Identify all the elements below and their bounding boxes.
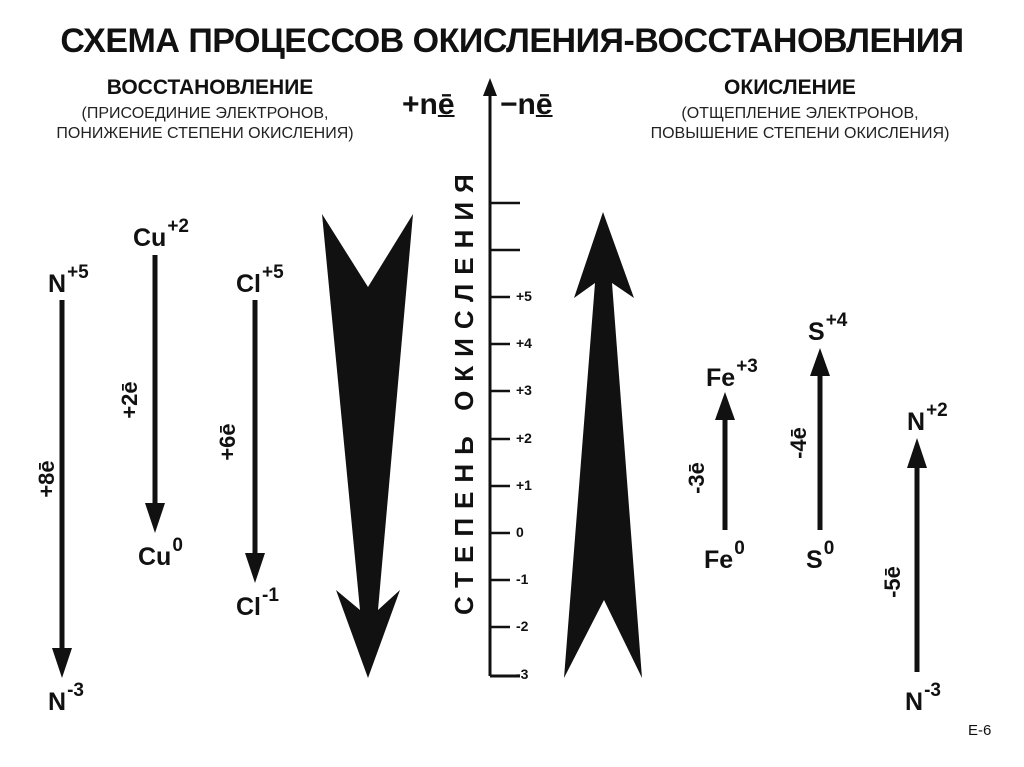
n-reduction-electrons: +8ē [34,460,59,498]
n-ox-from-el: N [905,688,924,716]
cu-zero-label [138,535,183,572]
cu-to-ox: 0 [172,535,183,556]
diagram-title: СХЕМА ПРОЦЕССОВ ОКИСЛЕНИЯ-ВОССТАНОВЛЕНИЯ [60,22,964,60]
oxidation-heading: ОКИСЛЕНИЕ [724,76,856,99]
axis-tick-label: 0 [516,524,524,540]
cu-electrons: +2ē [117,381,142,419]
n-reduction-arrowhead [52,648,72,678]
gain-sign: +n [402,88,438,121]
s-zero-label [806,538,835,575]
axis-arrowhead [483,78,497,96]
n-red-from-ox: +5 [67,262,89,283]
s-arrowhead [810,348,830,376]
big-reduction-arrow [322,214,413,678]
fe-from-el: Fe [704,546,734,574]
s-from-ox: 0 [823,538,835,559]
n-oxidation-arrowhead [907,438,927,468]
axis-tick-label: +3 [516,382,532,398]
cu-from-el: Cu [133,224,167,252]
loss-sign: −n [500,88,536,121]
s-to-ox: +4 [825,310,848,331]
n-plus5-label [48,262,89,299]
reduction-desc-line2: ПОНИЖЕНИЕ СТЕПЕНИ ОКИСЛЕНИЯ) [56,125,354,142]
reduction-desc-line1: (ПРИСОЕДИНИЕ ЭЛЕКТРОНОВ, [81,105,329,122]
cu-to-el: Cu [138,543,172,571]
cl-to-ox: -1 [262,585,279,606]
n-red-to-ox: -3 [67,680,84,701]
axis-tick-label: -1 [516,571,529,587]
slide-code: Е-6 [968,722,992,739]
n-red-to-el: N [48,688,67,716]
fe-to-ox: +3 [736,356,758,377]
cl-from-ox: +5 [262,262,284,283]
n-red-from-el: N [48,270,67,298]
s-from-el: S [806,546,823,574]
n-ox-to-el: N [907,408,926,436]
fe-to-el: Fe [706,364,736,392]
cl-to-el: Cl [236,593,261,621]
gain-e: ē [437,88,455,121]
axis-tick-label: +4 [516,335,532,351]
fe-plus3-label [706,356,758,393]
axis-ticks [490,297,510,627]
n-oxidation-electrons: -5ē [880,566,905,598]
n-ox-from-ox: -3 [924,680,941,701]
s-to-el: S [808,318,825,346]
cl-minus1-label [236,585,279,622]
cl-from-el: Cl [236,270,261,298]
axis-tick-label: +2 [516,430,532,446]
cu-arrowhead [145,503,165,533]
n-plus2-label [907,400,948,437]
fe-zero-label [704,538,745,575]
big-oxidation-arrow [564,212,642,678]
s-electrons: -4ē [786,427,811,459]
cl-plus5-label [236,262,284,299]
oxidation-desc-line1: (ОТЩЕПЛЕНИЕ ЭЛЕКТРОНОВ, [681,105,919,122]
axis-tick-label: +5 [516,288,532,304]
loss-e: ē [535,88,553,121]
fe-electrons: -3ē [684,462,709,494]
s-plus4-label [808,310,848,347]
cl-electrons: +6ē [215,423,240,461]
fe-from-ox: 0 [734,538,745,559]
cl-arrowhead [245,553,265,583]
n-minus3-label [48,680,84,717]
axis-label: СТЕПЕНЬ ОКИСЛЕНИЯ [449,165,479,615]
cu-from-ox: +2 [167,216,189,237]
fe-arrowhead [715,392,735,420]
axis-tick-label: -3 [516,666,529,682]
oxidation-desc-line2: ПОВЫШЕНИЕ СТЕПЕНИ ОКИСЛЕНИЯ) [650,125,950,142]
reduction-heading: ВОССТАНОВЛЕНИЕ [106,76,314,99]
axis-tick-label: +1 [516,477,532,493]
cu-plus2-label [133,216,189,253]
n-ox-to-ox: +2 [926,400,948,421]
axis-tick-label: -2 [516,618,529,634]
n-minus3-ox-label [905,680,941,717]
